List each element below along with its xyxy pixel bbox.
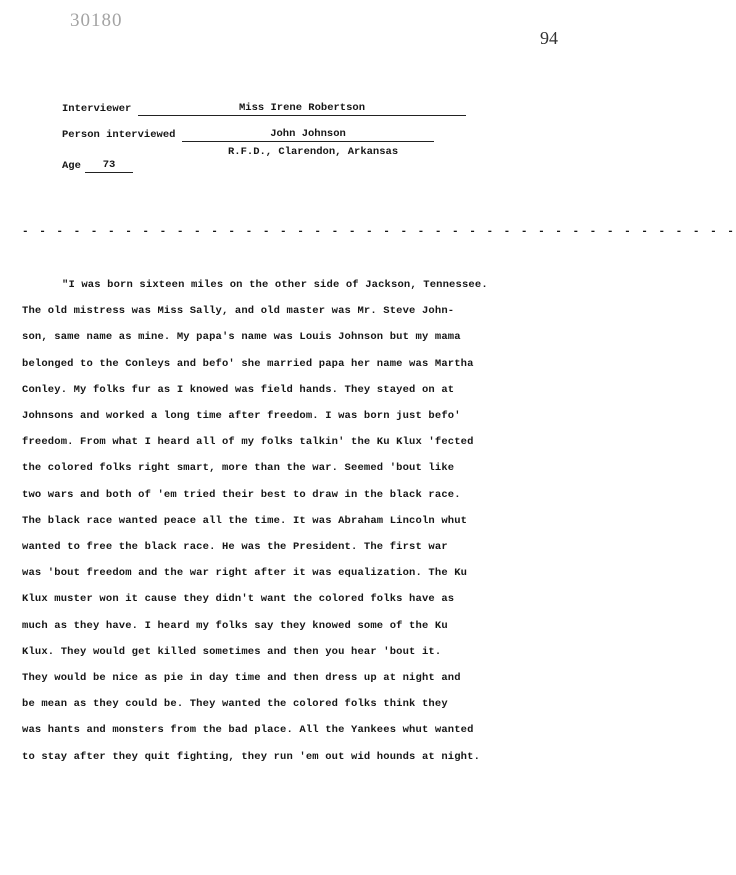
text-line: belonged to the Conleys and befo' she married papa her name was Martha (22, 357, 474, 370)
text-line: They would be nice as pie in day time and then dress up at night and (22, 672, 461, 684)
text-line: Klux muster won it cause they didn't want the colored folks have as (22, 593, 455, 606)
text-line: Conley. My folks fur as I knowed was field hands. They stayed on at (22, 383, 455, 396)
text-line: was hants and monsters from the bad place. All the Yankees whut wanted (22, 724, 474, 737)
person-interviewed-value: John Johnson (182, 128, 434, 142)
text-line: be mean as they could be. They wanted the colored folks think they (22, 698, 448, 711)
text-line: Johnsons and worked a long time after freedom. I was born just befo' (22, 410, 461, 422)
text-line: wanted to free the black race. He was the President. The first war (22, 541, 448, 553)
text-line: "I was born sixteen miles on the other side of Jackson, Tennessee. (62, 279, 488, 291)
age-value: 73 (85, 159, 133, 173)
page-number: 94 (540, 28, 558, 48)
text-line: Klux. They would get killed sometimes and then you hear 'bout it. (22, 645, 442, 658)
text-line: was 'bout freedom and the war right after it was equalization. The Ku (22, 567, 468, 580)
person-interviewed-label: Person interviewed (62, 129, 176, 141)
text-line: The old mistress was Miss Sally, and old master was Mr. Steve John- (22, 305, 455, 318)
interviewer-value: Miss Irene Robertson (138, 102, 466, 116)
text-line: two wars and both of 'em tried their best to draw in the black race. (22, 488, 461, 501)
text-line: much as they have. I heard my folks say they knowed some of the Ku (22, 619, 448, 632)
archive-stamp-number: 30180 (70, 10, 123, 31)
interviewer-label: Interviewer (62, 103, 132, 115)
age-label: Age (62, 160, 81, 172)
section-separator: - - - - - - - - - - - - - - - - - - - - - - - - - - - - - - - - - - - - - - - - - - (22, 226, 736, 238)
address: R.F.D., Clarendon, Arkansas (228, 146, 399, 158)
text-line: the colored folks right smart, more than the war. Seemed 'bout like (22, 462, 455, 475)
text-line: freedom. From what I heard all of my folks talkin' the Ku Klux 'fected (22, 436, 474, 449)
text-line: The black race wanted peace all the time. It was Abraham Lincoln whut (22, 514, 468, 527)
text-line: son, same name as mine. My papa's name was Louis Johnson but my mama (22, 331, 461, 344)
text-line: to stay after they quit fighting, they run 'em out wid hounds at night. (22, 750, 481, 763)
